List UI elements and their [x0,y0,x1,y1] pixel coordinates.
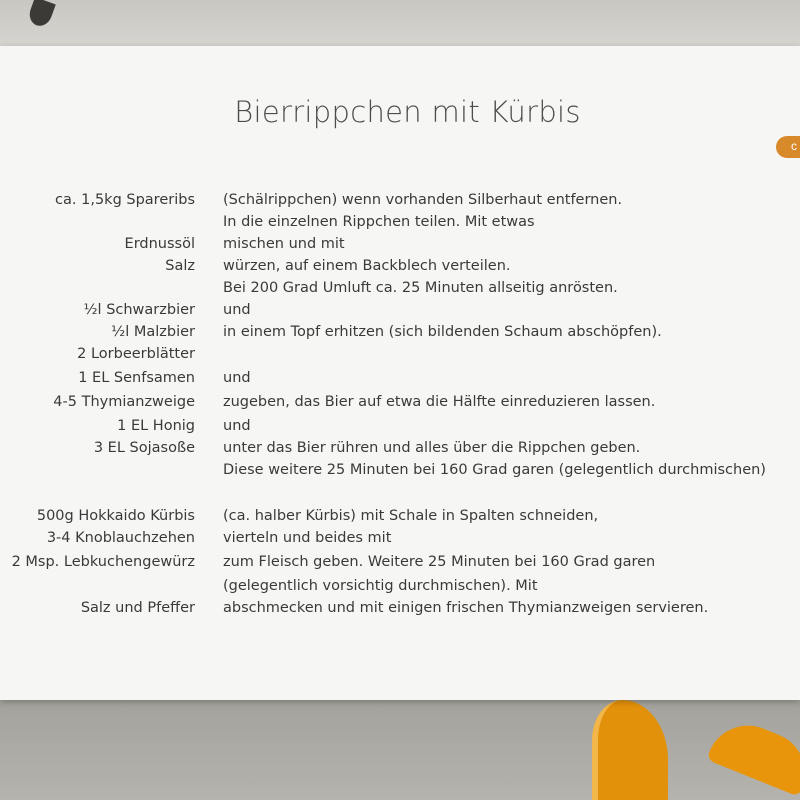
ingredient-text: 2 Msp. Lebkuchengewürz [11,554,195,570]
recipe-row [0,394,800,416]
instruction-text: zum Fleisch geben. Weitere 25 Minuten bei 160 Grad garen [223,554,656,570]
recipe-row [0,280,800,302]
ingredient-text: 1 EL Honig [117,418,195,434]
instruction-text: in einem Topf erhitzen (sich bildenden Schaum abschöpfen). [223,324,662,340]
recipe-row [0,346,800,368]
instruction-text: und [223,370,251,386]
recipe-row [0,258,800,280]
ingredient-text: 4-5 Thymianzweige [53,394,195,410]
ingredient-text: ½l Schwarzbier [83,302,195,318]
ingredient-text: 3-4 Knoblauchzehen [46,530,195,546]
recipe-row [0,324,800,346]
page-badge [776,136,800,158]
recipe-row [0,440,800,462]
recipe-title: Bierrippchen mit Kürbis [234,95,581,129]
ingredient-text: 2 Lorbeerblätter [77,346,195,362]
ingredient-text: ½l Malzbier [111,324,195,340]
badge-text: c [791,139,797,153]
recipe-row [0,530,800,552]
ingredient-text: 1 EL Senfsamen [78,370,195,386]
table-surface-top [0,0,800,52]
instruction-text: (Schälrippchen) wenn vorhanden Silberhaut entfernen. [223,192,623,208]
instruction-text: (ca. halber Kürbis) mit Schale in Spalten schneiden, [223,508,599,524]
instruction-text: In die einzelnen Rippchen teilen. Mit etwas [223,214,535,230]
instruction-text: zugeben, das Bier auf etwa die Hälfte einreduzieren lassen. [223,394,656,410]
table-surface-bottom [0,700,800,800]
instruction-text: Bei 200 Grad Umluft ca. 25 Minuten allseitig anrösten. [223,280,618,296]
recipe-row [0,192,800,214]
recipe-row [0,418,800,440]
ingredient-text: 500g Hokkaido Kürbis [36,508,195,524]
ingredient-text: ca. 1,5kg Spareribs [55,192,195,208]
recipe-row [0,554,800,576]
instruction-text: würzen, auf einem Backblech verteilen. [223,258,511,274]
ingredient-text: Salz und Pfeffer [80,600,195,616]
ingredient-text: Erdnussöl [124,236,195,252]
instruction-text: mischen und mit [223,236,345,252]
instruction-text: Diese weitere 25 Minuten bei 160 Grad garen (gelegentlich durchmischen) [223,462,766,478]
recipe-row [0,214,800,236]
instruction-text: abschmecken und mit einigen frischen Thymianzweigen servieren. [223,600,709,616]
ingredient-text: Salz [165,258,195,274]
instruction-text: vierteln und beides mit [223,530,392,546]
recipe-row [0,600,800,622]
instruction-text: unter das Bier rühren und alles über die Rippchen geben. [223,440,641,456]
instruction-text: und [223,418,251,434]
ingredient-text: 3 EL Sojasoße [93,440,195,456]
recipe-row [0,236,800,258]
recipe-row [0,578,800,600]
recipe-row [0,462,800,484]
recipe-row [0,302,800,324]
recipe-row [0,508,800,530]
instruction-text: (gelegentlich vorsichtig durchmischen). Mit [223,578,538,594]
instruction-text: und [223,302,251,318]
recipe-row [0,370,800,392]
